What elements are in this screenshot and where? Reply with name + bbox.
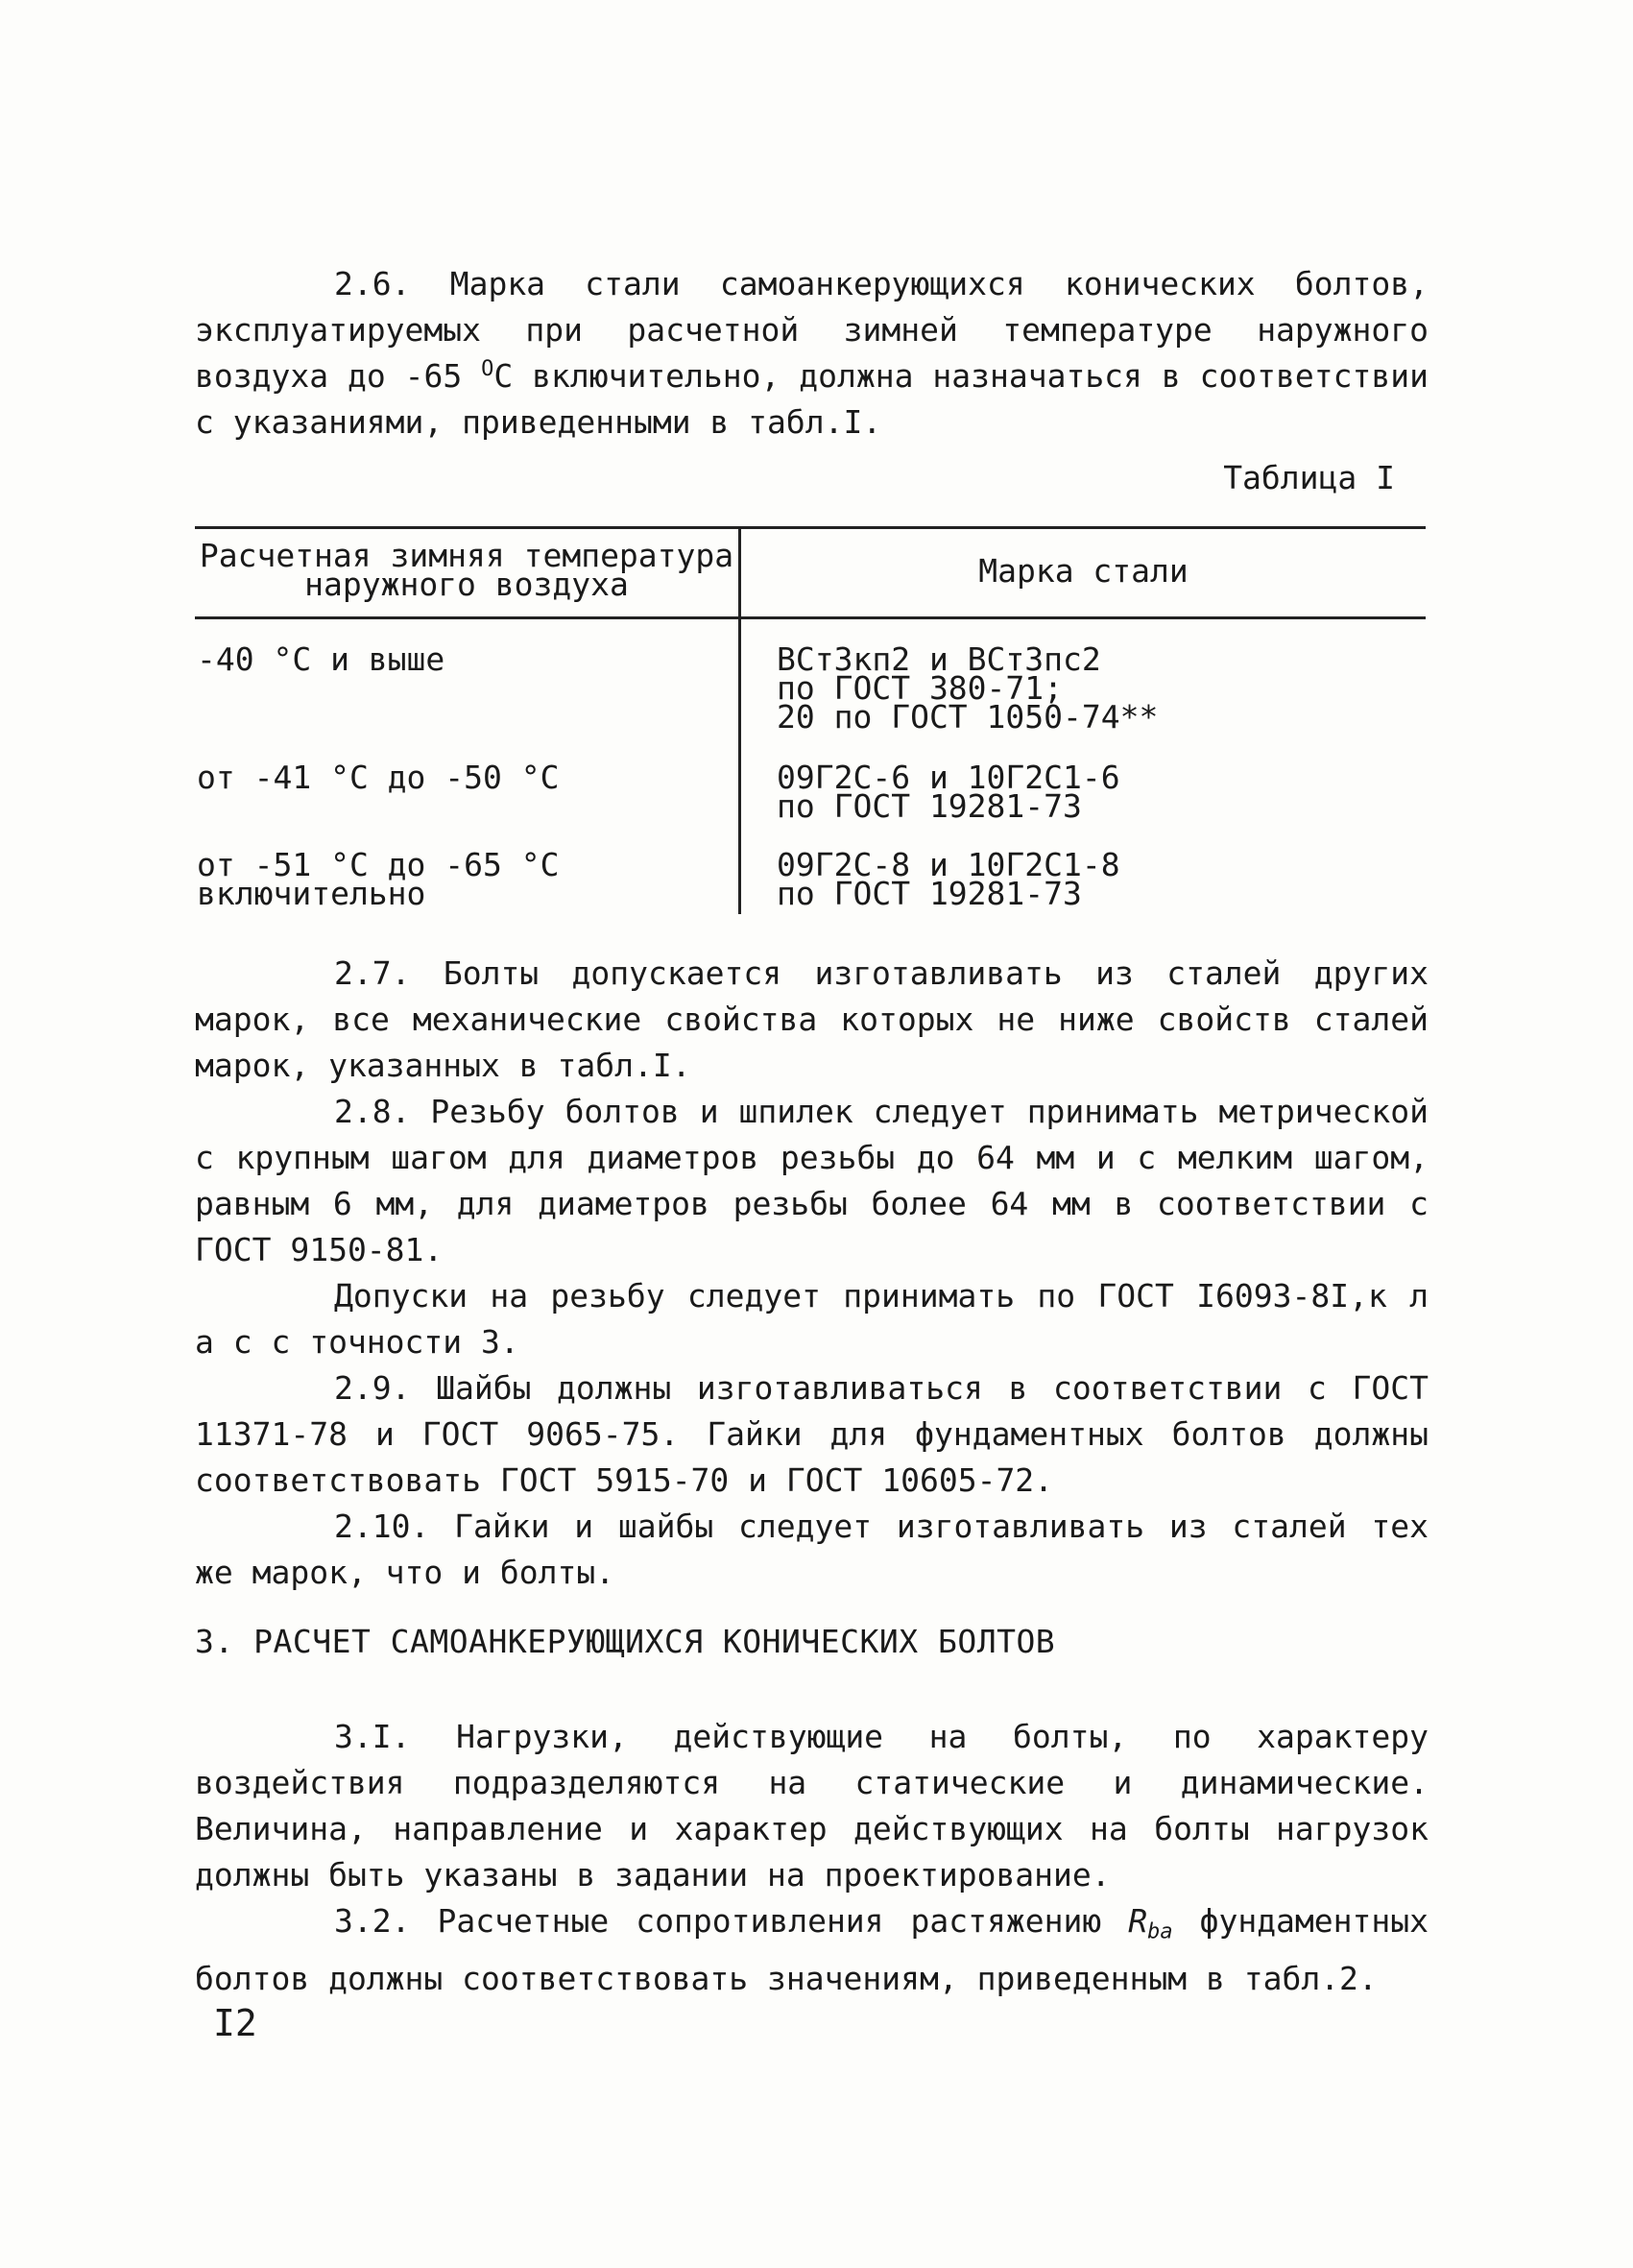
paragraph-2-10: 2.10. Гайки и шайбы следует изготавливать из сталей тех же марок, что и болты. xyxy=(195,1508,1429,1591)
header-line: наружного воздуха xyxy=(304,566,629,603)
table-cell-text: 09Г2С-6 и 10Г2С1-6 xyxy=(777,759,1120,796)
table-cell-text: по ГОСТ 19281-73 xyxy=(777,875,1082,912)
paragraph-3-2-start: 3.2. Расчетные сопротивления растяжению xyxy=(334,1902,1129,1940)
paragraph-2-8-tolerance: Допуски на резьбу следует принимать по ГОСТ I6093-8I,к л а с с точности 3. xyxy=(195,1277,1429,1361)
header-line: Расчетная зимняя температура xyxy=(199,537,734,574)
paragraph-2-7: 2.7. Болты допускается изготавливать из сталей других марок, все механические свойства которых не ниже свойств сталей марок, указанных в табл.I. xyxy=(195,954,1429,1084)
table-row-steel xyxy=(777,640,1159,736)
paragraph-2-8: 2.8. Резьбу болтов и шпилек следует принимать метрической с крупным шагом для диаметров резьбы до 64 мм и с мелким шагом, равным 6 мм, для диаметров резьбы более 64 мм в соответствии с ГОСТ 9150-81. xyxy=(195,1093,1429,1268)
table-header-steel-grade: Марка стали xyxy=(978,552,1189,590)
table-row-steel xyxy=(777,759,1120,825)
table-row-temperature xyxy=(197,846,560,912)
table-cell-text: от -41 °C до -50 °C xyxy=(197,759,560,796)
table-row-temperature xyxy=(197,759,560,796)
table-row-temperature xyxy=(197,640,445,678)
table-cell-text: включительно xyxy=(197,875,426,912)
table-cell-text: 09Г2С-8 и 10Г2С1-8 xyxy=(777,846,1120,883)
table-cell-text: ВСт3кп2 и ВСт3пс2 xyxy=(777,640,1101,678)
resistance-subscript: ba xyxy=(1147,1919,1173,1944)
table-caption: Таблица I xyxy=(1223,459,1395,496)
paragraph-2-6-end: С включительно, должна назначаться в соответствии с указаниями, приведенными в табл.I. xyxy=(195,357,1429,441)
resistance-symbol: R xyxy=(1128,1902,1148,1940)
section-heading: 3. РАСЧЕТ САМОАНКЕРУЮЩИХСЯ КОНИЧЕСКИХ БОЛТОВ xyxy=(195,1623,1056,1660)
table-cell-text: по ГОСТ 19281-73 xyxy=(777,787,1082,825)
paragraph-2-6 xyxy=(195,261,1429,446)
steel-grade-table xyxy=(195,526,1426,914)
paragraph-2-6-start: 2.6. Марка стали самоанкерующихся конических болтов, эксплуатируемых при расчетной зимней температуре наружного воздуха до -65 xyxy=(195,265,1429,395)
table-top-rule xyxy=(195,526,1426,529)
paragraph-3-2 xyxy=(195,1898,1429,2002)
table-cell-text: -40 °C и выше xyxy=(197,640,445,678)
page-number: I2 xyxy=(213,2002,257,2044)
table-cell-text: 20 по ГОСТ 1050-74** xyxy=(777,698,1159,736)
degree-mark: О xyxy=(481,356,494,381)
table-header-rule xyxy=(195,616,1426,619)
table-cell-text: от -51 °C до -65 °C xyxy=(197,846,560,883)
paragraph-3-1: 3.I. Нагрузки, действующие на болты, по характеру воздействия подразделяются на статические и динамические. Величина, направление и характер действующих на болты нагрузок должны быть указаны в задании на проектирование. xyxy=(195,1718,1429,1894)
paragraph-2-9: 2.9. Шайбы должны изготавливаться в соответствии с ГОСТ 11371-78 и ГОСТ 9065-75. Гайки для фундаментных болтов должны соответствовать ГОСТ 5915-70 и ГОСТ 10605-72. xyxy=(195,1369,1429,1499)
table-row-steel xyxy=(777,846,1120,912)
paragraph-3-2-end: фундаментных болтов должны соответствовать значениям, приведенным в табл.2. xyxy=(195,1902,1429,1997)
table-header-temperature xyxy=(195,537,738,603)
table-cell-text: по ГОСТ 380-71; xyxy=(777,669,1064,707)
